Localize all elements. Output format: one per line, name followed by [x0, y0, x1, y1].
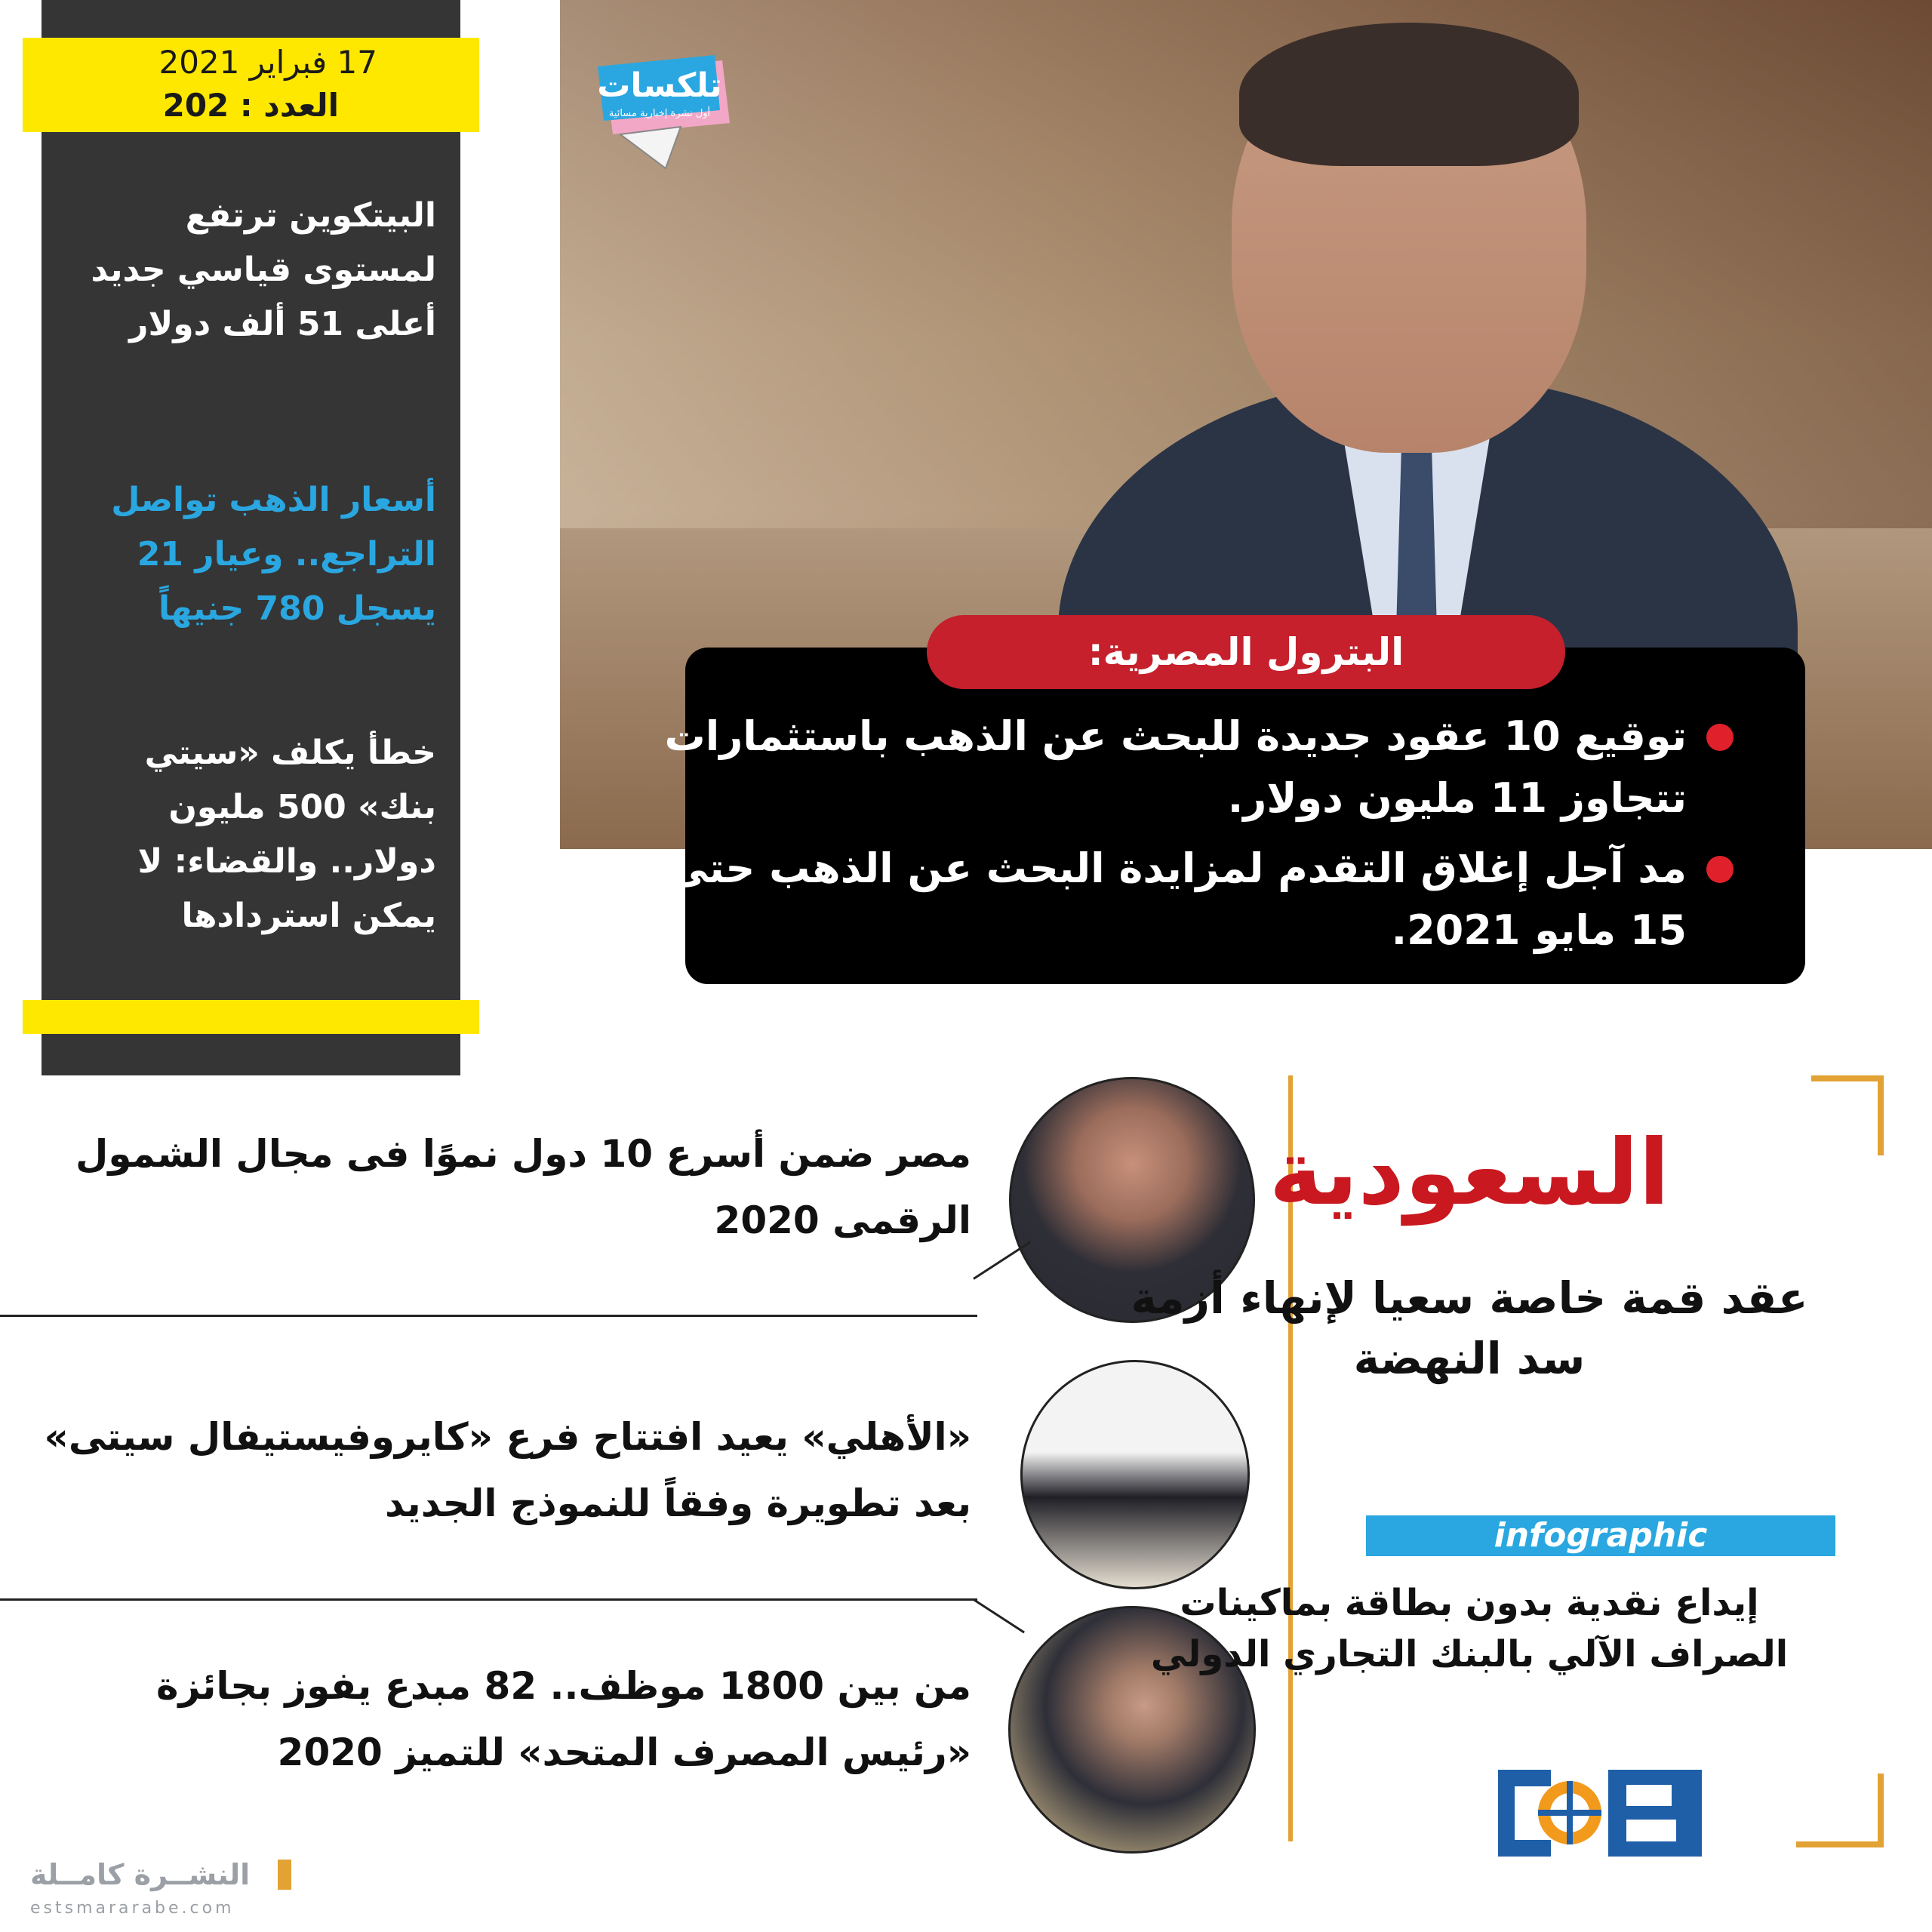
divider [0, 1598, 977, 1601]
footer-accent [278, 1860, 291, 1890]
saudi-subtitle: عقد قمة خاصة سعيا لإنهاء أزمة سد النهضة [1131, 1272, 1808, 1384]
corner-bottom [1796, 1774, 1884, 1847]
saudi-title: السعودية [1269, 1121, 1670, 1226]
news-item-2[interactable]: «الأهلي» يعيد افتتاح فرع «كايروفيستيفال سيتى» بعد تطويرة وفقاً للنموذج الجديد [44, 1415, 971, 1525]
news-item-3[interactable]: من بين 1800 موظف.. 82 مبدع يفوز بجائزة «رئيس المصرف المتحد» للتميز 2020 [156, 1664, 971, 1774]
bullet-icon [1706, 856, 1734, 883]
divider-angle [973, 1598, 1025, 1633]
petroleum-point: توقيع 10 عقود جديدة للبحث عن الذهب باستثمارات تتجاوز 11 مليون دولار. [645, 706, 1687, 829]
sidebar-news-item[interactable]: البيتكوين ترتفع لمستوى قياسي جديد أعلى 51 ألف دولار [91, 196, 436, 343]
date-label: 17 فبراير 2021 [158, 44, 377, 81]
news-photo-2 [1020, 1360, 1250, 1589]
corner-top [1811, 1075, 1884, 1155]
footer-url[interactable]: estsmararabe.com [30, 1899, 235, 1918]
date-box [23, 38, 479, 132]
logo-tagline: أول نشرة إخبارية مسائية [608, 108, 711, 119]
infographic-text[interactable]: إيداع نقدية بدون بطاقة بماكينات الصراف الآلي بالبنك التجاري الدولي [1150, 1582, 1789, 1675]
sidebar-news-item[interactable]: خطأ يكلف «سيتي بنك» 500 مليون دولار.. والقضاء: لا يمكن استردادها [137, 734, 436, 935]
infographic-label: infographic [1366, 1515, 1835, 1556]
divider [0, 1315, 977, 1317]
telkasat-logo [590, 51, 734, 172]
issue-number: العدد : 202 [162, 87, 339, 124]
petroleum-point: مد آجل إغلاق التقدم لمزايدة البحث عن الذهب حتى 15 مايو 2021. [645, 838, 1687, 961]
sidebar-bottom-bar [23, 1000, 479, 1034]
news-item-1[interactable]: مصر ضمن أسرع 10 دول نموًا فى مجال الشمول الرقمى 2020 [75, 1132, 971, 1242]
cib-logo-icon [1498, 1770, 1702, 1857]
sidebar-news-item[interactable]: أسعار الذهب تواصل التراجع.. وعيار 21 يسجل 780 جنيهاً [111, 481, 436, 628]
footer-title: النشــرة كامــلة [30, 1858, 251, 1891]
petroleum-title: البترول المصرية: [927, 615, 1565, 689]
divider-angle [973, 1241, 1031, 1280]
bullet-icon [1706, 724, 1734, 751]
logo-title: تلكسات [597, 66, 722, 105]
